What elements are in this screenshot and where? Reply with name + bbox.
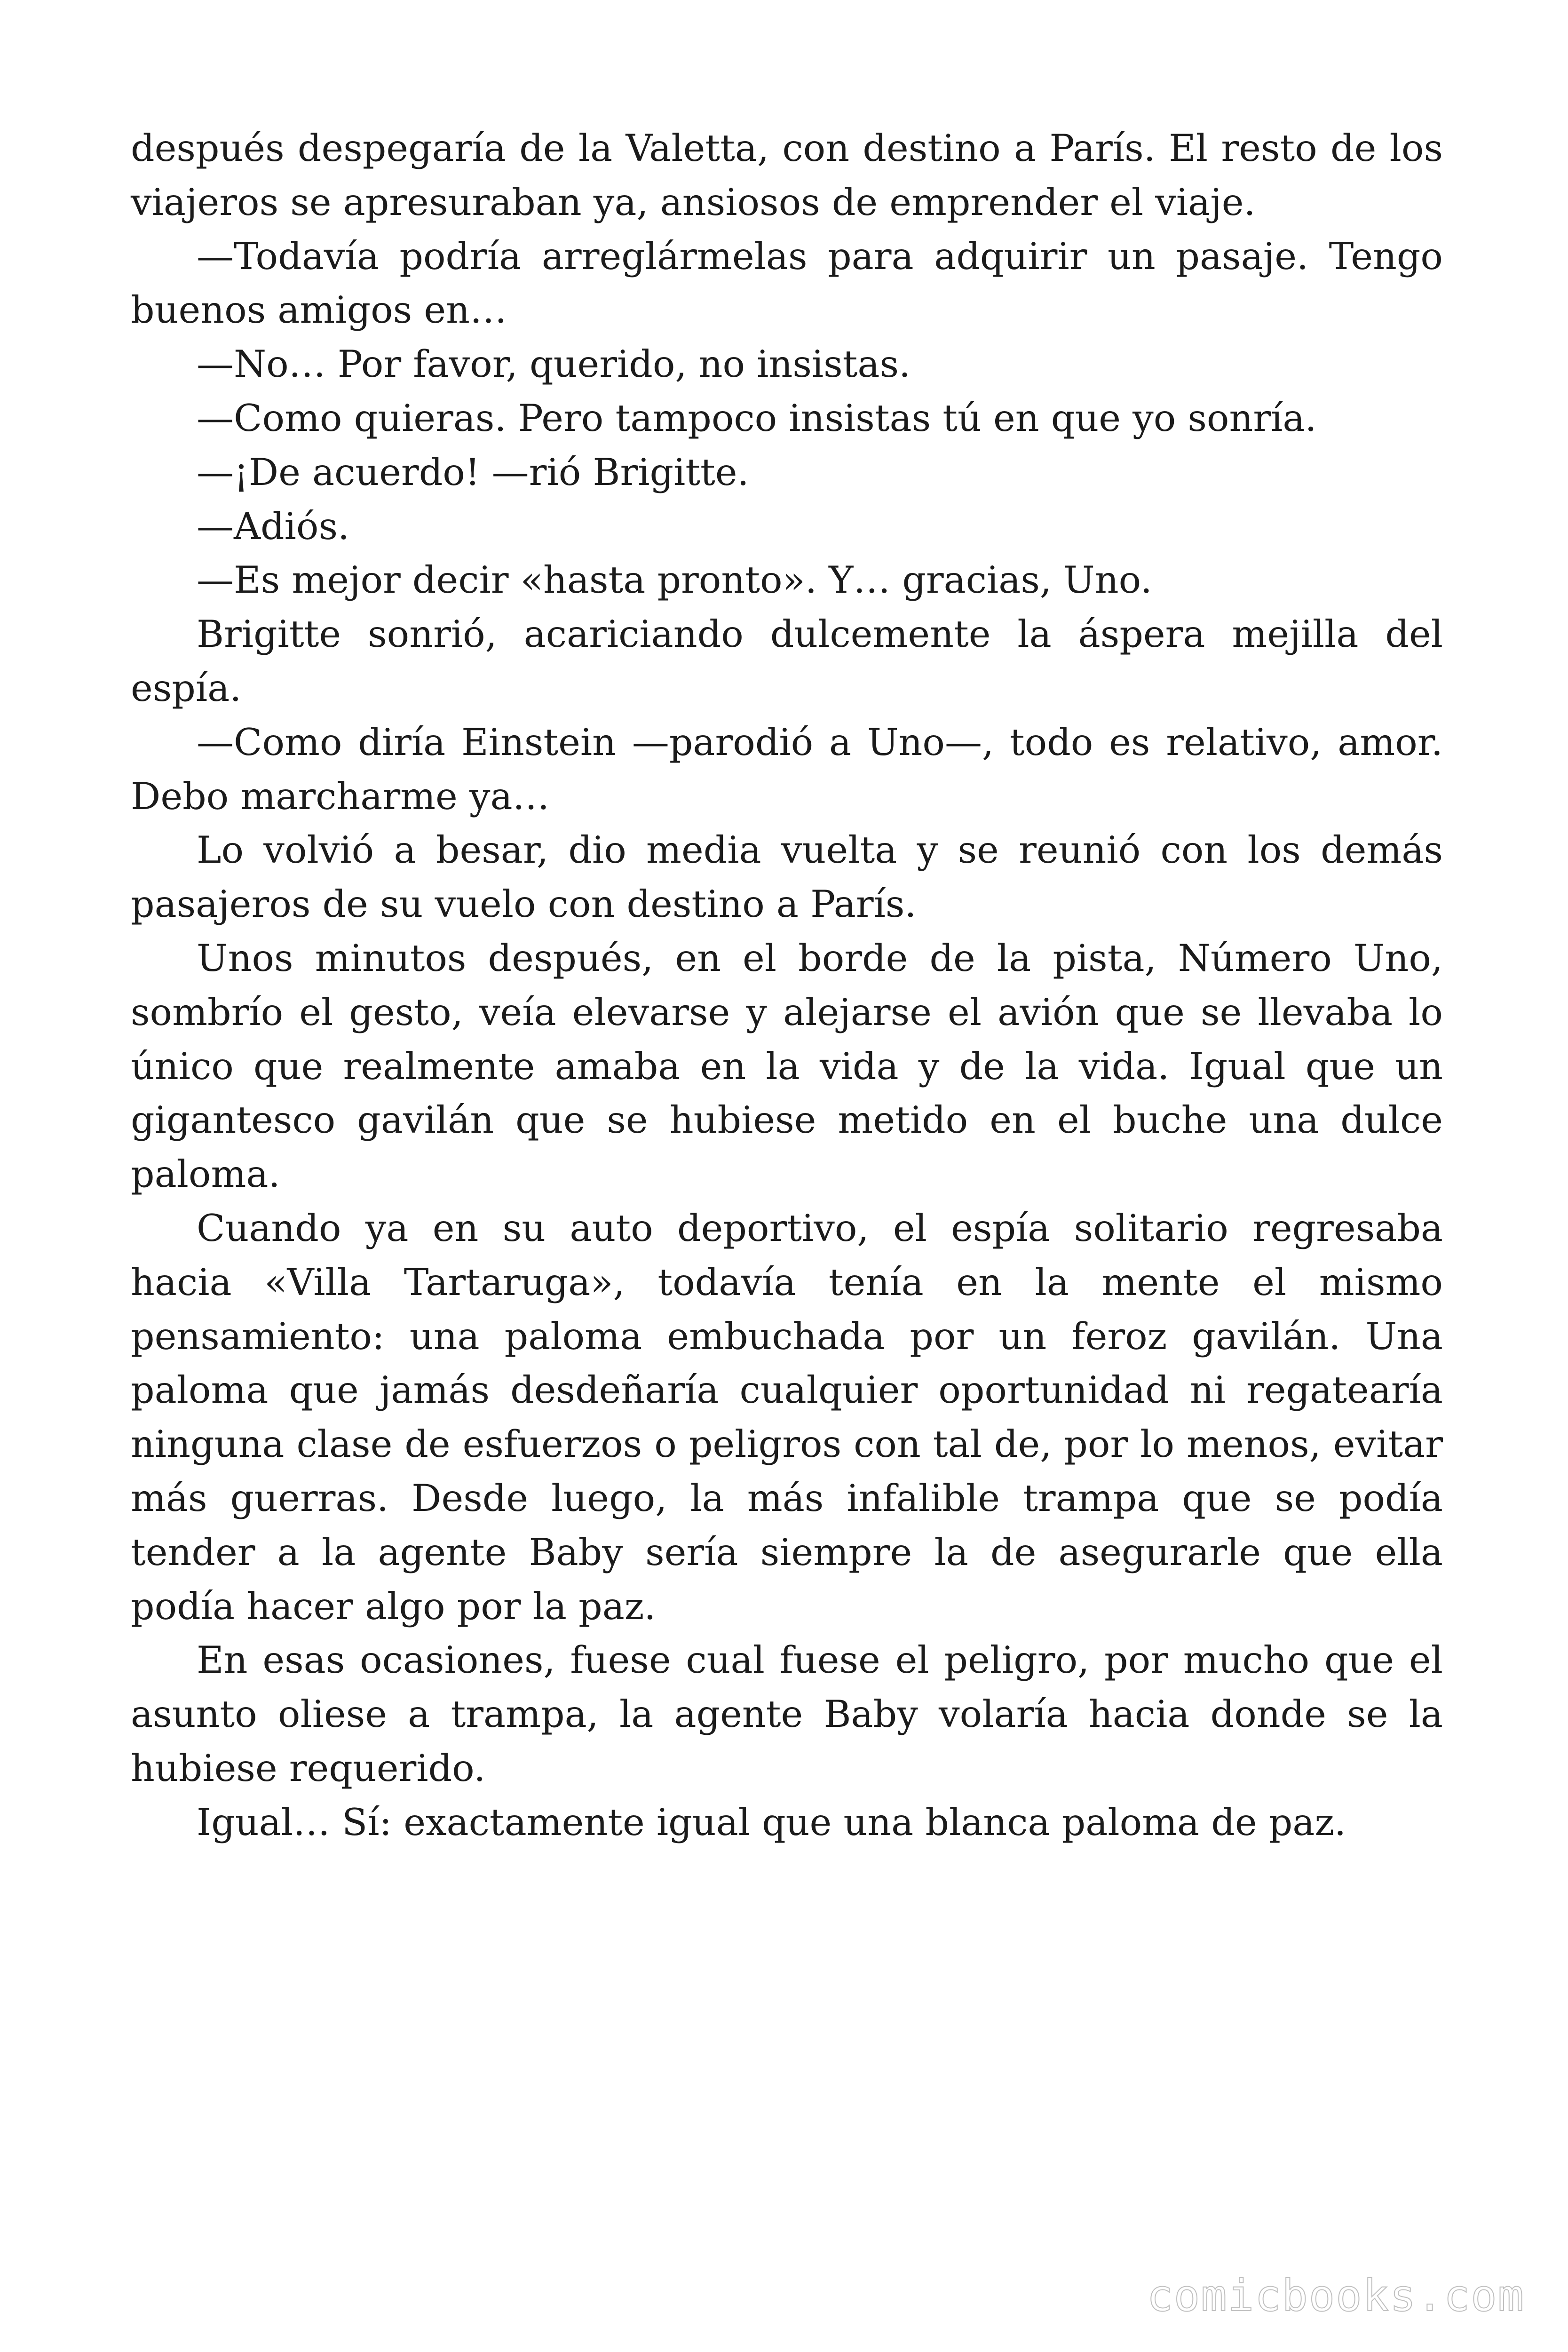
paragraph-8: Brigitte sonrió, acariciando dulcemente la áspera mejilla del espía.	[131, 612, 1443, 710]
paragraph-12: Cuando ya en su auto deportivo, el espía solitario regresaba hacia «Villa Tartaruga», todavía tenía en la mente el mismo pensamiento: una paloma embuchada por un feroz gavilán. Una paloma que jamás desdeñaría cualquier oportunidad ni regatearía ninguna clase de esfuerzos o peligros con tal de, por lo menos, evitar más guerras. Desde luego, la más infalible trampa que se podía tender a la agente Baby sería siempre la de asegurarle que ella podía hacer algo por la paz.	[131, 1206, 1443, 1628]
paragraph-9: —Como diría Einstein —parodió a Uno—, todo es relativo, amor. Debo marcharme ya…	[131, 720, 1443, 818]
paragraph-6: —Adiós.	[197, 504, 350, 548]
paragraph-4: —Como quieras. Pero tampoco insistas tú en que yo sonría.	[197, 396, 1317, 440]
paragraph-10: Lo volvió a besar, dio media vuelta y se reunió con los demás pasajeros de su vuelo con destino a París.	[131, 828, 1443, 926]
paragraph-3: —No… Por favor, querido, no insistas.	[197, 342, 911, 386]
paragraph-5: —¡De acuerdo! —rió Brigitte.	[197, 450, 749, 494]
paragraph-7: —Es mejor decir «hasta pronto». Y… gracias, Uno.	[197, 558, 1152, 602]
paragraph-2: —Todavía podría arreglármelas para adquirir un pasaje. Tengo buenos amigos en…	[131, 234, 1443, 332]
paragraph-11: Unos minutos después, en el borde de la pista, Número Uno, sombrío el gesto, veía elevarse y alejarse el avión que se llevaba lo único que realmente amaba en la vida y de la vida. Igual que un gigantesco gavilán que se hubiese metido en el buche una dulce paloma.	[131, 936, 1443, 1196]
paragraph-14: Igual… Sí: exactamente igual que una blanca paloma de paz.	[197, 1800, 1346, 1844]
watermark: comicbooks.com	[1147, 2271, 1525, 2321]
paragraph-1: después despegaría de la Valetta, con destino a París. El resto de los viajeros se apresuraban ya, ansiosos de emprender el viaje.	[131, 127, 1443, 224]
paragraph-13: En esas ocasiones, fuese cual fuese el peligro, por mucho que el asunto oliese a trampa, la agente Baby volaría hacia donde se la hubiese requerido.	[131, 1638, 1443, 1790]
body-text	[131, 121, 1443, 1850]
